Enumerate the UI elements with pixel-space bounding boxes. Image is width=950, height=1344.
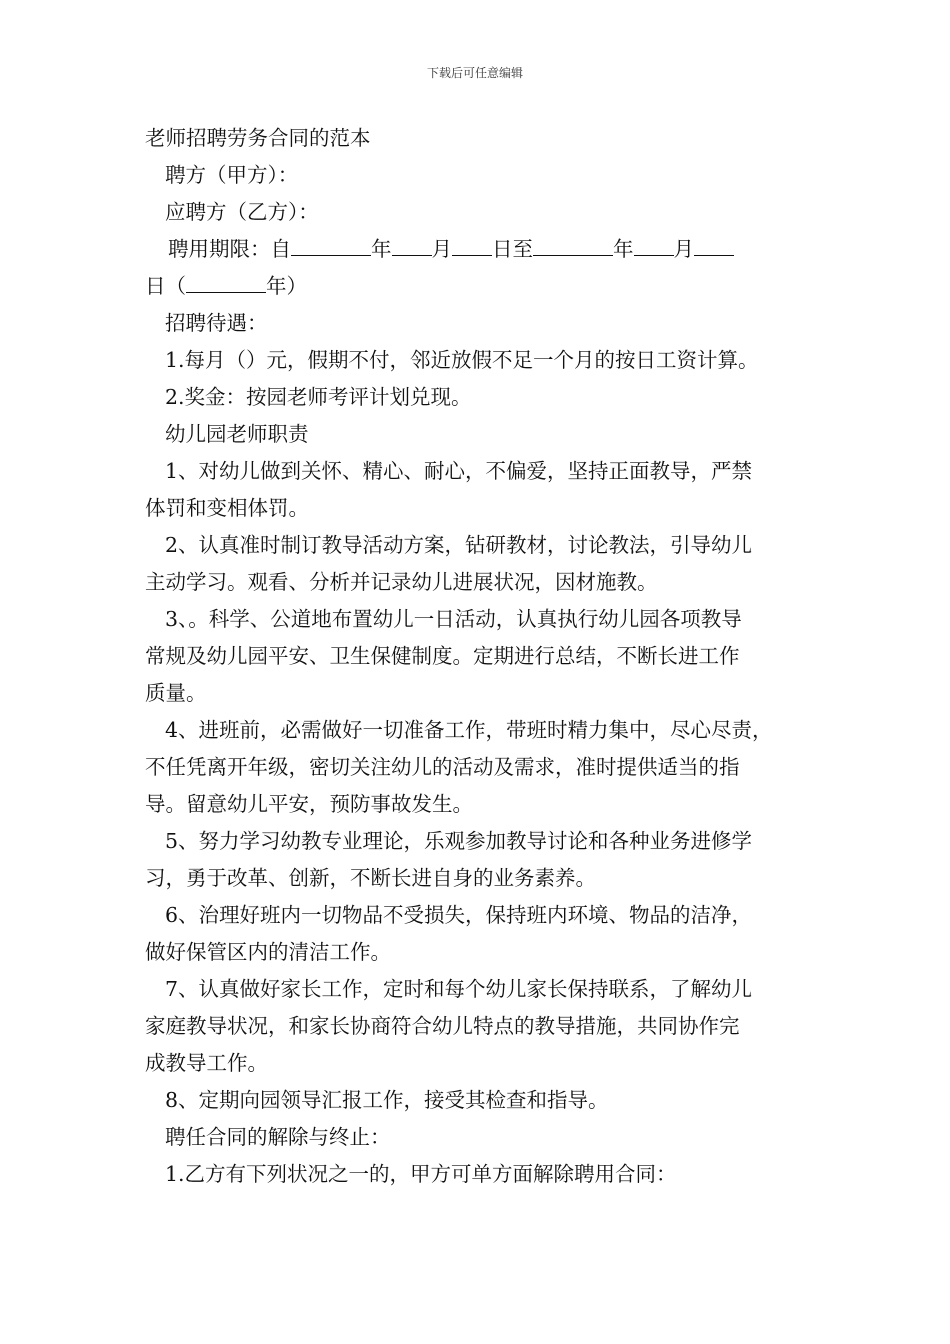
party-a-line: 聘方（甲方）：: [165, 163, 299, 187]
duty-1-line-1: 1、对幼儿做到关怀、精心、耐心，不偏爱，坚持正面教导，严禁: [165, 459, 753, 483]
start-month-blank[interactable]: [392, 231, 432, 256]
duty-4-line-3: 导。留意幼儿平安，预防事故发生。: [145, 792, 473, 816]
end-month-blank[interactable]: [634, 231, 674, 256]
party-b-line: 应聘方（乙方）：: [165, 200, 319, 224]
term-year-label: 年: [371, 237, 392, 261]
term-years-blank[interactable]: [186, 268, 266, 293]
term-day-label: 日（: [145, 274, 186, 298]
duty-4-line-1: 4、进班前，必需做好一切准备工作，带班时精力集中，尽心尽责，: [165, 718, 773, 742]
duties-heading: 幼儿园老师职责: [165, 422, 309, 446]
treatment-heading: 招聘待遇：: [165, 311, 268, 335]
document-body: [145, 120, 825, 1193]
term-year-close-label: 年）: [266, 274, 307, 298]
term-year-label-2: 年: [613, 237, 634, 261]
document-title: 老师招聘劳务合同的范本: [145, 126, 371, 150]
duty-5-line-2: 习，勇于改革、创新，不断长进自身的业务素养。: [145, 866, 596, 890]
treatment-item-1: 1.每月（）元，假期不付，邻近放假不足一个月的按日工资计算。: [165, 348, 759, 372]
duty-6-line-2: 做好保管区内的清洁工作。: [145, 940, 391, 964]
term-line: [145, 231, 825, 268]
duty-3-line-1: 3、。科学、公道地布置幼儿一日活动，认真执行幼儿园各项教导: [165, 607, 742, 631]
duty-2-line-1: 2、认真准时制订教导活动方案，钻研教材，讨论教法，引导幼儿: [165, 533, 753, 557]
duty-7-line-2: 家庭教导状况，和家长协商符合幼儿特点的教导措施，共同协作完: [145, 1014, 740, 1038]
termination-item-1: 1.乙方有下列状况之一的，甲方可单方面解除聘用合同：: [165, 1162, 677, 1186]
duty-5-line-1: 5、努力学习幼教专业理论，乐观参加教导讨论和各种业务进修学: [165, 829, 753, 853]
term-label: 聘用期限：自: [168, 237, 291, 261]
treatment-item-2: 2.奖金：按园老师考评计划兑现。: [165, 385, 472, 409]
page-header-note: 下载后可任意编辑: [426, 66, 523, 80]
duty-2-line-2: 主动学习。观看、分析并记录幼儿进展状况，因材施教。: [145, 570, 658, 594]
start-day-blank[interactable]: [452, 231, 492, 256]
term-line-continued: [145, 268, 825, 305]
term-month-label-2: 月: [673, 237, 694, 261]
end-day-blank[interactable]: [694, 231, 734, 256]
duty-8-line: 8、定期向园领导汇报工作，接受其检查和指导。: [165, 1088, 609, 1112]
duty-6-line-1: 6、治理好班内一切物品不受损失，保持班内环境、物品的洁净，: [165, 903, 753, 927]
start-year-blank[interactable]: [291, 231, 371, 256]
duty-7-line-3: 成教导工作。: [145, 1051, 268, 1075]
duty-3-line-2: 常规及幼儿园平安、卫生保健制度。定期进行总结，不断长进工作: [145, 644, 740, 668]
term-day-to-label: 日至: [492, 237, 533, 261]
duty-1-line-2: 体罚和变相体罚。: [145, 496, 309, 520]
term-month-label: 月: [431, 237, 452, 261]
duty-3-line-3: 质量。: [145, 681, 207, 705]
termination-heading: 聘任合同的解除与终止：: [165, 1125, 391, 1149]
end-year-blank[interactable]: [533, 231, 613, 256]
duty-7-line-1: 7、认真做好家长工作，定时和每个幼儿家长保持联系，了解幼儿: [165, 977, 753, 1001]
duty-4-line-2: 不任凭离开年级，密切关注幼儿的活动及需求，准时提供适当的指: [145, 755, 740, 779]
